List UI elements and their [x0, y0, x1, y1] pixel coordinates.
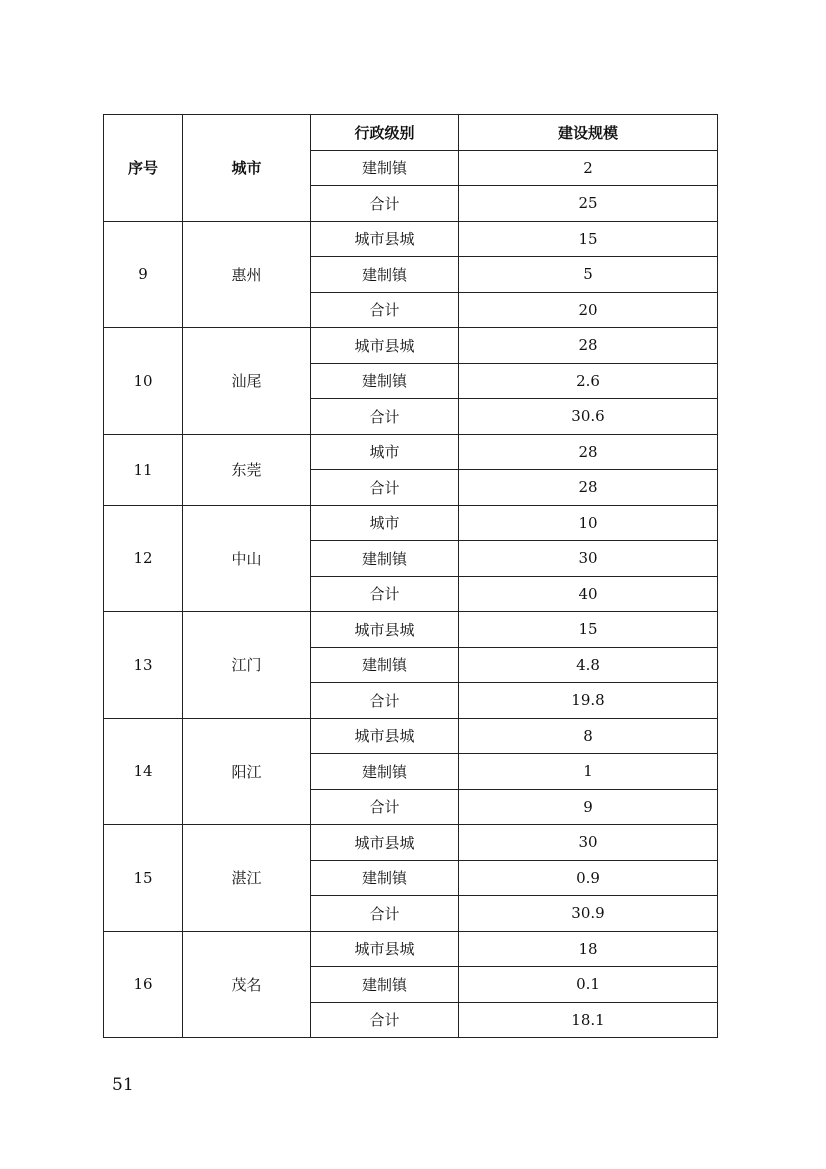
size-cell: 30: [459, 825, 718, 861]
table-row: [104, 825, 718, 861]
city-cell: 湛江: [183, 825, 311, 932]
size-cell: 0.9: [459, 860, 718, 896]
level-cell: 城市县城: [311, 825, 459, 861]
city-cell: 阳江: [183, 718, 311, 825]
size-cell: 20: [459, 292, 718, 328]
table-row: [104, 931, 718, 967]
level-cell: 建制镇: [311, 541, 459, 577]
size-cell: 2.6: [459, 363, 718, 399]
level-cell: 城市: [311, 434, 459, 470]
table-row: [104, 328, 718, 364]
level-cell: 合计: [311, 399, 459, 435]
seq-cell: 10: [104, 328, 183, 435]
level-cell: 建制镇: [311, 363, 459, 399]
header-seq: 序号: [104, 115, 183, 222]
size-cell: 40: [459, 576, 718, 612]
header-row: [104, 115, 718, 151]
level-cell: 建制镇: [311, 647, 459, 683]
size-cell: 15: [459, 221, 718, 257]
level-cell: 城市县城: [311, 718, 459, 754]
size-cell: 30.6: [459, 399, 718, 435]
seq-cell: 11: [104, 434, 183, 505]
size-cell: 4.8: [459, 647, 718, 683]
level-cell: 城市县城: [311, 221, 459, 257]
size-cell: 30: [459, 541, 718, 577]
seq-cell: 14: [104, 718, 183, 825]
header-level: 行政级别: [311, 115, 459, 151]
size-cell: 9: [459, 789, 718, 825]
table-row: [104, 434, 718, 470]
city-cell: 茂名: [183, 931, 311, 1038]
city-cell: 东莞: [183, 434, 311, 505]
size-cell: 2: [459, 150, 718, 186]
table-row: [104, 612, 718, 648]
size-cell: 0.1: [459, 967, 718, 1003]
level-cell: 建制镇: [311, 860, 459, 896]
size-cell: 19.8: [459, 683, 718, 719]
size-cell: 28: [459, 328, 718, 364]
size-cell: 28: [459, 434, 718, 470]
table-row: [104, 718, 718, 754]
construction-scale-table: [103, 114, 718, 1038]
page-number: 51: [112, 1075, 134, 1095]
size-cell: 30.9: [459, 896, 718, 932]
table-row: [104, 221, 718, 257]
level-cell: 合计: [311, 576, 459, 612]
size-cell: 18.1: [459, 1002, 718, 1038]
seq-cell: 15: [104, 825, 183, 932]
level-cell: 合计: [311, 1002, 459, 1038]
size-cell: 25: [459, 186, 718, 222]
level-cell: 城市: [311, 505, 459, 541]
city-cell: 惠州: [183, 221, 311, 328]
level-cell: 建制镇: [311, 754, 459, 790]
size-cell: 5: [459, 257, 718, 293]
level-cell: 合计: [311, 683, 459, 719]
level-cell: 城市县城: [311, 612, 459, 648]
table-body: [104, 115, 718, 1038]
size-cell: 18: [459, 931, 718, 967]
level-cell: 合计: [311, 470, 459, 506]
city-cell: 江门: [183, 612, 311, 719]
table-row: [104, 505, 718, 541]
header-city: 城市: [183, 115, 311, 222]
size-cell: 8: [459, 718, 718, 754]
header-size: 建设规模: [459, 115, 718, 151]
size-cell: 28: [459, 470, 718, 506]
level-cell: 合计: [311, 292, 459, 328]
level-cell: 城市县城: [311, 931, 459, 967]
level-cell: 合计: [311, 789, 459, 825]
city-cell: 汕尾: [183, 328, 311, 435]
seq-cell: 13: [104, 612, 183, 719]
size-cell: 10: [459, 505, 718, 541]
level-cell: 建制镇: [311, 257, 459, 293]
seq-cell: 16: [104, 931, 183, 1038]
city-cell: 中山: [183, 505, 311, 612]
level-cell: 建制镇: [311, 967, 459, 1003]
size-cell: 15: [459, 612, 718, 648]
size-cell: 1: [459, 754, 718, 790]
seq-cell: 12: [104, 505, 183, 612]
level-cell: 建制镇: [311, 150, 459, 186]
level-cell: 合计: [311, 896, 459, 932]
seq-cell: 9: [104, 221, 183, 328]
level-cell: 合计: [311, 186, 459, 222]
level-cell: 城市县城: [311, 328, 459, 364]
